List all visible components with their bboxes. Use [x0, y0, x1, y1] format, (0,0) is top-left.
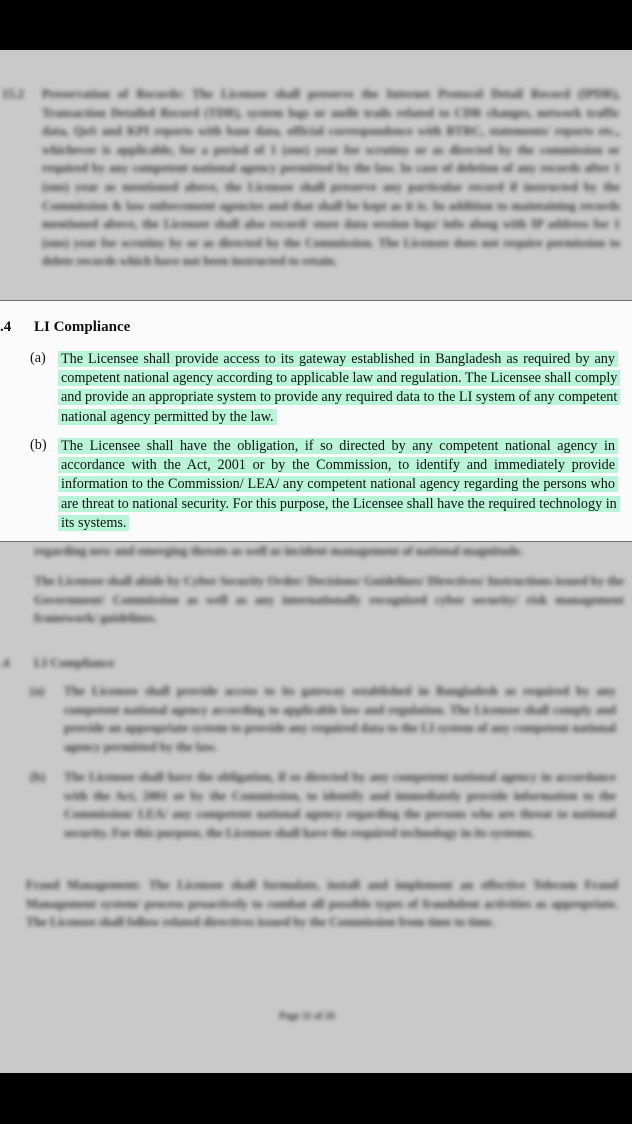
blurred-li-a-text: The Licensee shall provide access to its gateway established in Bangladesh as required by any competent national agency according to applicable law and regulation. The Licensee shall comply and provide an appropriate system to provide any required data to the LI system of any competent national agency permitted by the law. [64, 684, 616, 754]
section-title: LI Compliance [34, 319, 131, 335]
document-photo [0, 50, 632, 1073]
blurred-section-number: 15.2 [2, 87, 24, 101]
section-number: .4 [0, 319, 12, 335]
blurred-lower-content [0, 542, 632, 1073]
blurred-fragment [34, 542, 624, 561]
blurred-fraud-text: The Licensee shall formulate, install and implement an effective Telecom Fraud Management system/ process proactively to combat all possible types of fraudulent activities as appropriate. The Licensee shall follow related directives issued by the Commission from time to time. [26, 878, 618, 930]
blurred-li-a [64, 682, 616, 756]
blurred-li-number: .4 [0, 656, 10, 670]
blurred-cyber-text: The Licensee shall abide by Cyber Security Order/ Decisions/ Guidelines/ Directives/ Instructions issued by the Government/ Commission as well as any internationally recognized cyber security/ risk management framework/ guidelines. [34, 574, 624, 626]
item-a-text: The Licensee shall provide access to its gateway established in Bangladesh as required by any competent national agency according to applicable law and regulation. The Licensee shall comply and provide an appropriate system to provide any required data to the LI system of any competent national agency permitted by the law. [58, 351, 620, 425]
top-black-bar [0, 0, 632, 50]
blurred-li-title: LI Compliance [34, 656, 115, 670]
blurred-fragment-text: regarding new and emerging threats as well as incident management of national magnitude. [34, 544, 523, 558]
bottom-black-bar [0, 1073, 632, 1124]
blurred-cyber-item [34, 572, 624, 628]
item-b-label: (b) [30, 437, 47, 453]
item-a-label: (a) [30, 350, 46, 366]
item-b-text: The Licensee shall have the obligation, if so directed by any competent national agency in accordance with the Act, 2001 or by the Commission, to identify and immediately provide information to the Commission/ LEA/ any competent national agency regarding the persons who are threat to national security. For this purpose, the Licensee shall have the required technology in its systems. [58, 438, 620, 531]
blurred-fraud-heading: Fraud Management: [26, 878, 142, 892]
li-compliance-spotlight [0, 300, 632, 542]
blurred-preservation-heading: Preservation of Records: [42, 87, 185, 101]
blurred-li-a-label: (a) [30, 684, 45, 698]
blurred-preservation-text: The Licensee shall preserve the Internet Protocol Detail Record (IPDR), Transaction Detailed Record (TDR), system logs or audit trails related to CDR changes, network traffic data, QoS and KPI reports with base data, official correspondence with BTRC, statements/ reports etc., whichever is applicable, for a period of 1 (one) year for scrutiny or as directed by the commission or required by any competent national agency permitted by the law. In case of deletion of any records after 1 (one) year as mentioned above, the Licensee shall preserve any particular record if instructed by the Commission & law enforcement agencies and that shall be kept as it is. In addition to maintaining records mentioned above, the Licensee shall also record/ store data session logs/ info along with IP address for 1 (one) year for scrutiny by or as directed by the Commission. The Licensee does not require permission to delete records which have not been instructed to retain. [42, 87, 620, 269]
blurred-fraud [26, 876, 618, 932]
blurred-fraud-paragraph [26, 876, 618, 932]
page-number: Page 11 of 26 [279, 1011, 335, 1022]
blurred-li-b-text: The Licensee shall have the obligation, if so directed by any competent national agency in accordance with the Act, 2001 or by the Commission, to identify and immediately provide information to the Commission/ LEA/ any competent national agency regarding the persons who are threat to national security. For this purpose, the Licensee shall have the required technology in its systems. [64, 770, 616, 840]
blurred-preservation-block [42, 85, 620, 271]
blurred-li-b-label: (b) [30, 770, 46, 784]
item-b [58, 437, 618, 533]
blurred-li-b [64, 768, 616, 842]
blurred-preservation-paragraph [42, 85, 620, 271]
item-a [58, 350, 618, 427]
